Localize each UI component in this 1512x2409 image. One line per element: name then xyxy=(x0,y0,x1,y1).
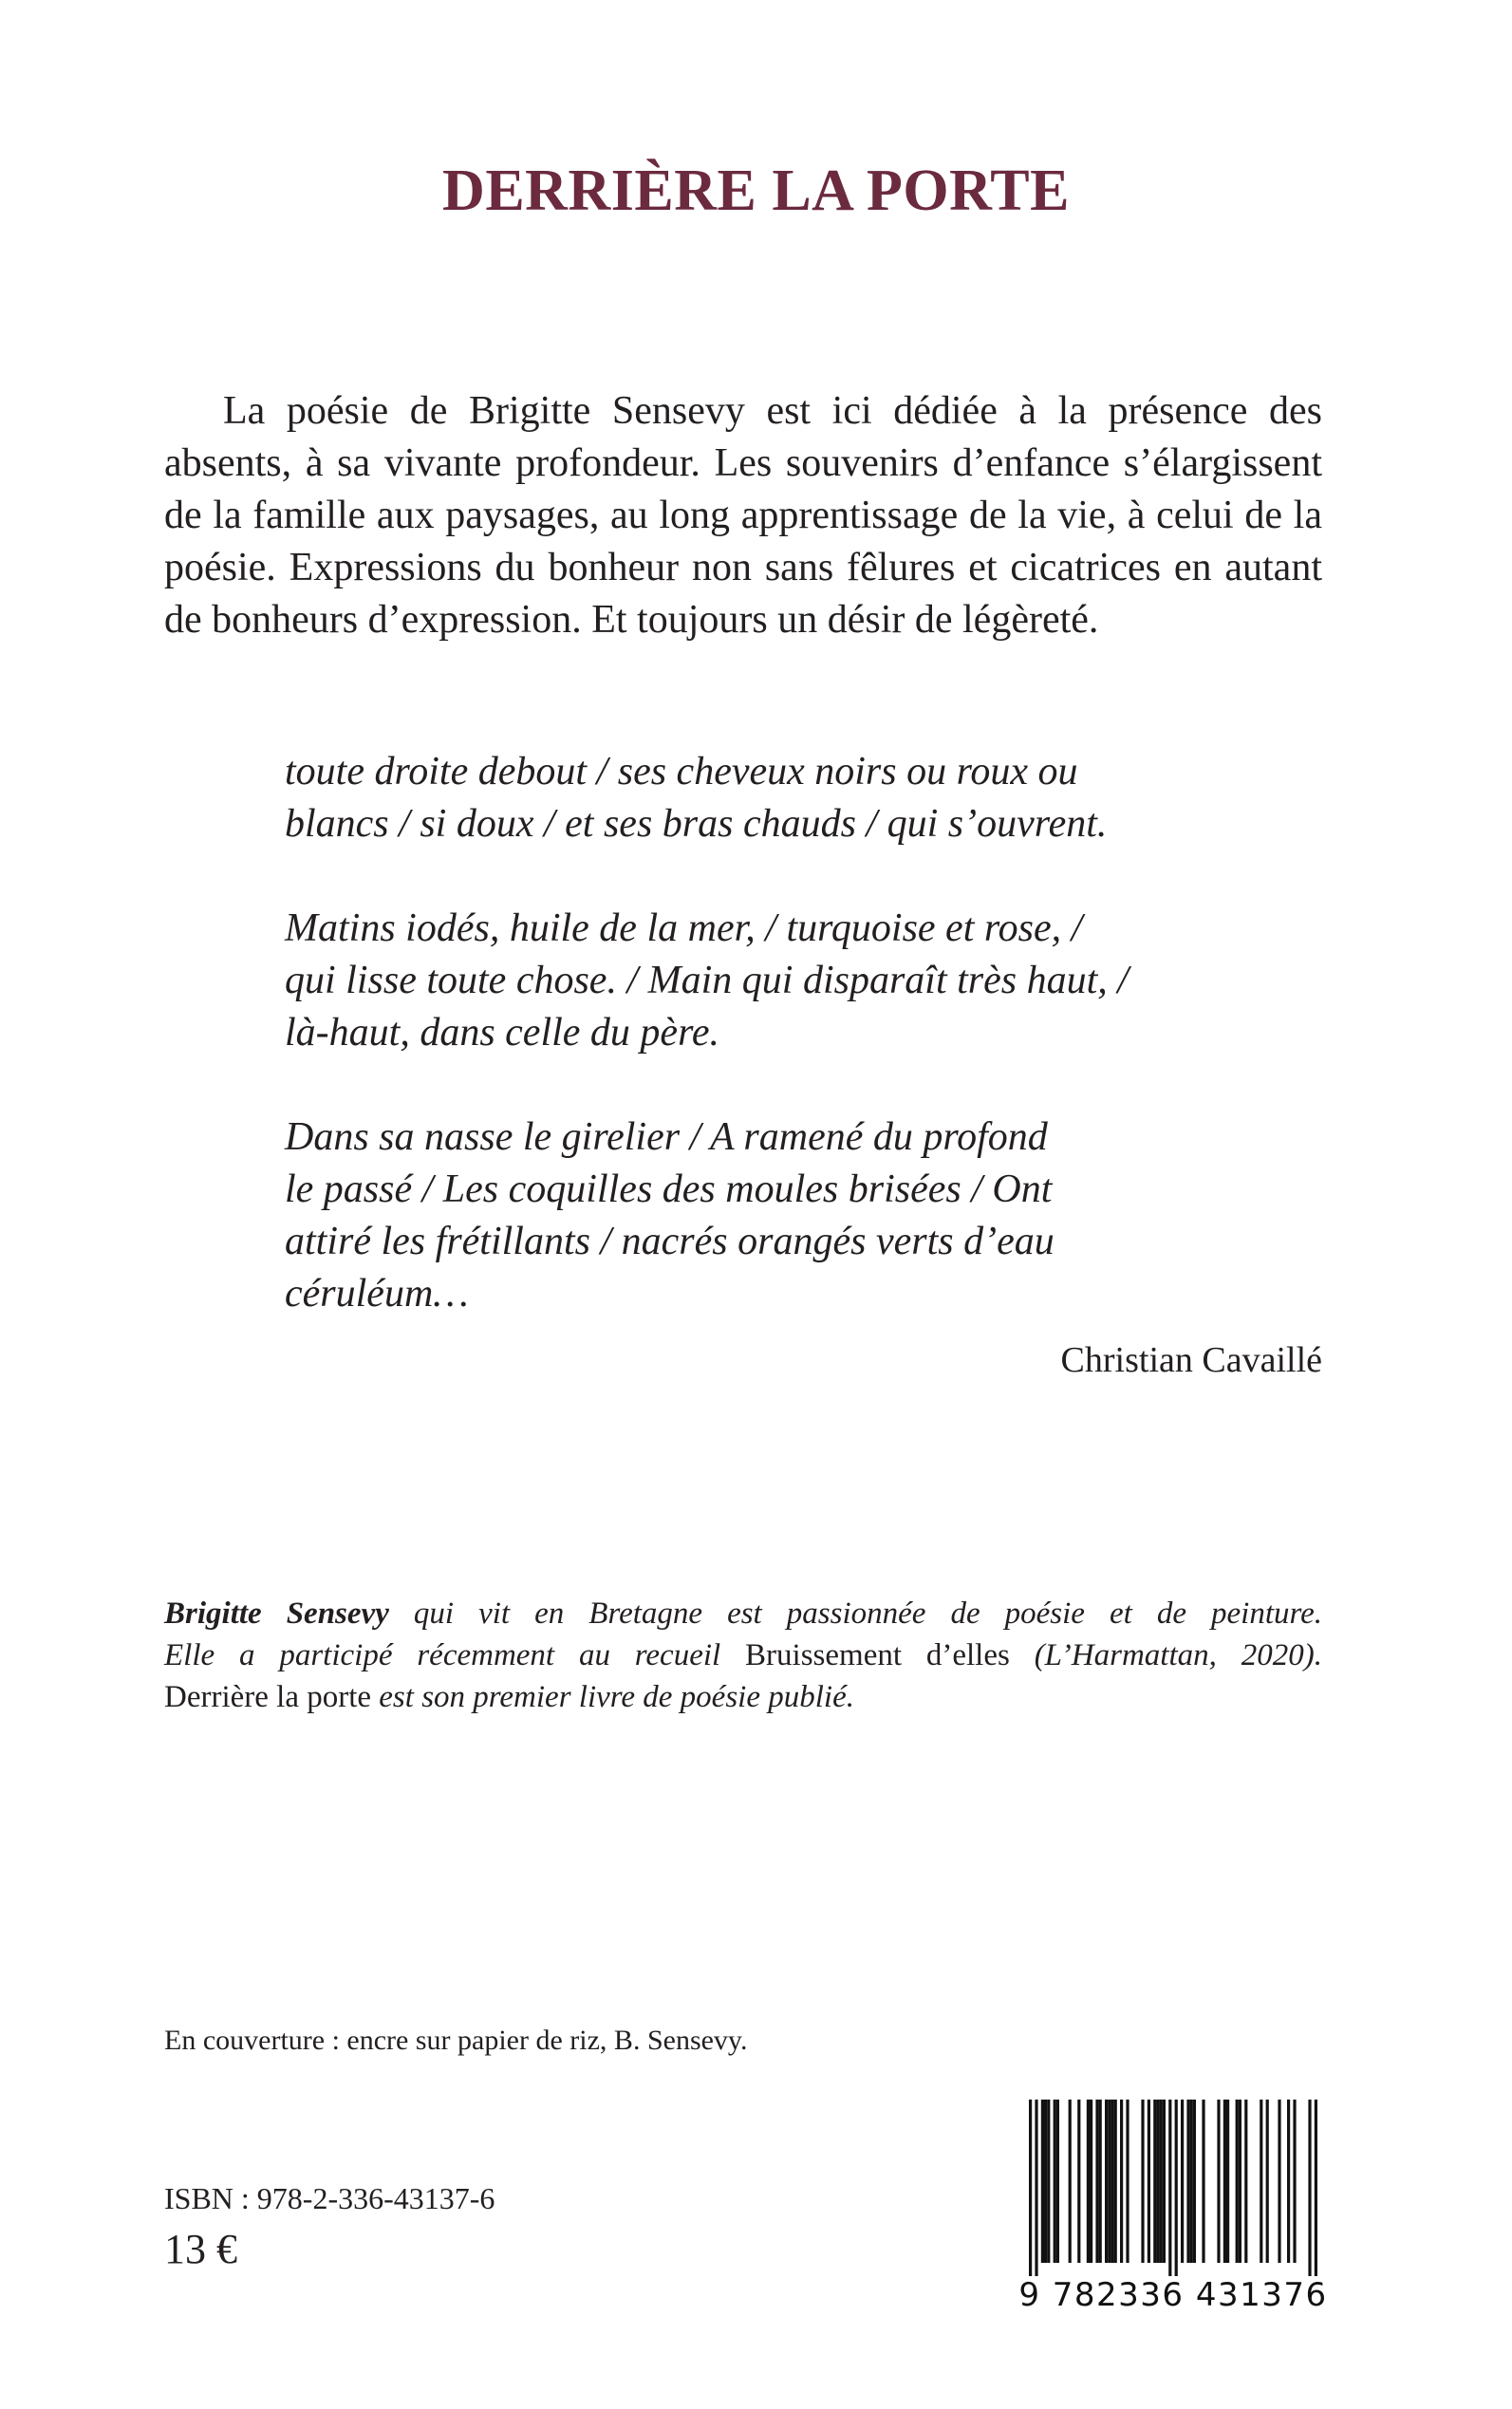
barcode-bar xyxy=(1035,2100,1037,2276)
barcode-bar xyxy=(1056,2100,1059,2263)
author-name: Brigitte Sensevy xyxy=(164,1597,389,1631)
barcode-bar xyxy=(1160,2100,1163,2263)
barcode-bar xyxy=(1190,2100,1193,2263)
barcode-bar xyxy=(1041,2100,1044,2263)
barcode-bar xyxy=(1153,2100,1156,2263)
barcode-bar xyxy=(1105,2100,1108,2263)
price: 13 € xyxy=(164,2226,237,2272)
book-reference: Derrière la porte xyxy=(164,1680,372,1714)
barcode-bar xyxy=(1054,2100,1056,2263)
barcode-bar xyxy=(1168,2100,1171,2276)
poem-stanza xyxy=(285,903,1329,1059)
barcode-bar xyxy=(1141,2100,1144,2263)
poem-line: Matins iodés, huile de la mer, / turquoise et rose, / xyxy=(285,906,1083,950)
poem-line: là-haut, dans celle du père. xyxy=(285,1011,720,1055)
barcode-bar xyxy=(1315,2100,1317,2276)
poem-excerpts xyxy=(285,746,1329,1373)
barcode-bar xyxy=(1260,2100,1262,2263)
poem-stanza xyxy=(285,746,1329,850)
barcode-bar xyxy=(1287,2100,1290,2263)
barcode-bar xyxy=(1044,2100,1047,2263)
barcode-bar xyxy=(1148,2100,1150,2263)
bio-text: qui vit en Bretagne est passionnée de poésie et de peinture. xyxy=(388,1597,1323,1631)
barcode-bar xyxy=(1181,2100,1184,2263)
barcode-bars xyxy=(1023,2100,1323,2280)
bio-text: (L’Harmattan, 2020). xyxy=(1009,1638,1322,1672)
poem-line: toute droite debout / ses cheveux noirs ou roux ou xyxy=(285,750,1078,794)
book-reference: Bruissement d’elles xyxy=(745,1638,1010,1672)
barcode-bar xyxy=(1047,2100,1050,2263)
barcode-bar xyxy=(1029,2100,1032,2276)
barcode-bar xyxy=(1266,2100,1269,2263)
bio-text: est son premier livre de poésie publié. xyxy=(371,1680,854,1714)
barcode-bar xyxy=(1193,2100,1196,2263)
barcode-bar xyxy=(1077,2100,1080,2263)
poem-line: blancs / si doux / et ses bras chauds / qui s’ouvrent. xyxy=(285,802,1108,846)
barcode-bar xyxy=(1087,2100,1090,2263)
isbn: ISBN : 978-2-336-43137-6 xyxy=(164,2181,495,2215)
bio-line xyxy=(164,1634,1322,1676)
barcode-bar xyxy=(1156,2100,1159,2263)
bio-text: Elle a participé récemment au recueil xyxy=(164,1638,746,1672)
bio-line xyxy=(164,1593,1322,1634)
barcode-bar xyxy=(1278,2100,1280,2263)
barcode-bar xyxy=(1099,2100,1102,2263)
barcode-bar xyxy=(1244,2100,1247,2263)
barcode-bar xyxy=(1239,2100,1241,2263)
poem-line: le passé / Les coquilles des moules brisées / Ont xyxy=(285,1167,1053,1211)
barcode-bar xyxy=(1114,2100,1117,2263)
poem-line: Dans sa nasse le girelier / A ramené du profond xyxy=(285,1115,1048,1159)
preface-signature: Christian Cavaillé xyxy=(1060,1340,1322,1380)
barcode-bar xyxy=(1217,2100,1220,2263)
intro-paragraph: La poésie de Brigitte Sensevy est ici dédiée à la présence des absents, à sa vivante profondeur. Les souvenirs d’enfance s’élargissent de la famille aux paysages, au long apprentissage de la vie, à celui de la poésie. Expressions du bonheur non sans fêlures et cicatrices en autant de bonheurs d’expression. Et toujours un désir de légèreté. xyxy=(164,389,1322,642)
book-title: DERRIÈRE LA PORTE xyxy=(442,159,1070,223)
barcode-bar xyxy=(1186,2100,1189,2263)
poem-stanza xyxy=(285,1111,1329,1320)
barcode-bar xyxy=(1111,2100,1113,2263)
barcode-bar xyxy=(1236,2100,1239,2263)
poem-line: attiré les frétillants / nacrés orangés verts d’eau xyxy=(285,1220,1055,1263)
barcode-bar xyxy=(1163,2100,1166,2263)
poem-line: qui lisse toute chose. / Main qui disparaît très haut, / xyxy=(285,959,1129,1002)
author-bio xyxy=(164,1593,1322,1718)
barcode-bar xyxy=(1108,2100,1111,2263)
barcode-bar xyxy=(1202,2100,1204,2263)
barcode-bar xyxy=(1223,2100,1226,2263)
barcode-bar xyxy=(1293,2100,1296,2263)
barcode-bar xyxy=(1308,2100,1311,2276)
barcode-bar xyxy=(1090,2100,1092,2263)
poem-line: céruléum… xyxy=(285,1272,469,1316)
cover-credit: En couverture : encre sur papier de riz, B. Sensevy. xyxy=(164,2025,748,2056)
barcode-digits: 9 782336 431376 xyxy=(1018,2276,1328,2314)
barcode-bar xyxy=(1069,2100,1072,2263)
barcode-bar xyxy=(1095,2100,1098,2263)
barcode xyxy=(1016,2100,1331,2318)
barcode-bar xyxy=(1120,2100,1123,2263)
barcode-bar xyxy=(1175,2100,1178,2276)
bio-line xyxy=(164,1676,1322,1718)
barcode-bar xyxy=(1226,2100,1229,2263)
barcode-bar xyxy=(1126,2100,1129,2263)
